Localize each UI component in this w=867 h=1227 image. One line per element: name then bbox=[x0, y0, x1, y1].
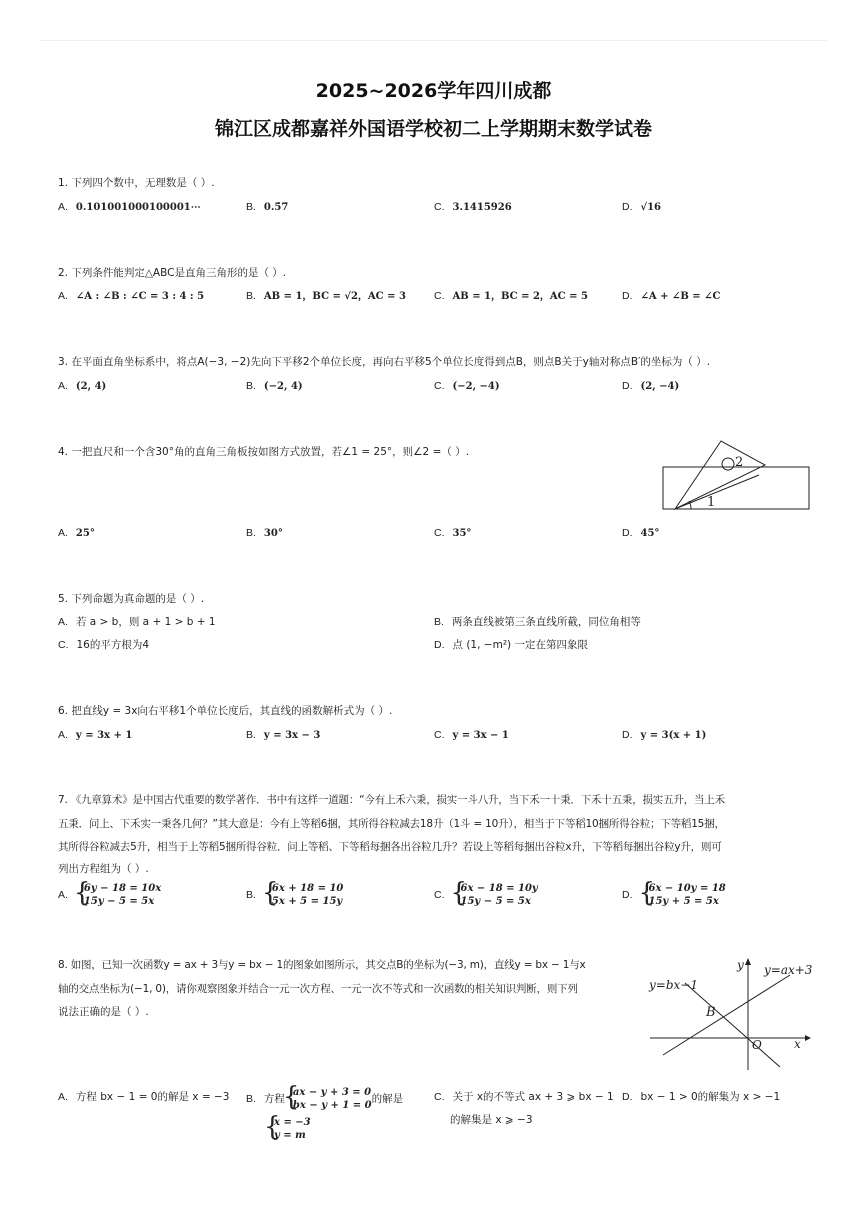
q4-option-c bbox=[434, 526, 471, 541]
question-8-line-2: 轴的交点坐标为(−1, 0)，请你观察图象并结合一元一次方程、一元一次不等式和一次函数的相关知识判断，则下列 bbox=[58, 983, 578, 995]
option-letter: B. bbox=[246, 380, 256, 392]
x-axis-label: x bbox=[794, 1037, 801, 1051]
title-line-2: 锦江区成都嘉祥外国语学校初二上学期期末数学试卷 bbox=[214, 118, 652, 140]
option-letter: D. bbox=[622, 290, 633, 302]
option-letter: D. bbox=[622, 729, 633, 741]
equation-line: { x = −3 bbox=[274, 1117, 311, 1128]
equation-line: bx − y + 1 = 0 bbox=[292, 1100, 372, 1111]
angle-2-label: 2 bbox=[735, 455, 744, 470]
option-value: y = 3x + 1 bbox=[75, 730, 133, 741]
q3-option-a bbox=[58, 379, 106, 394]
y-axis-arrow-icon bbox=[745, 958, 751, 965]
equation-line: 15y + 5 = 5x bbox=[648, 896, 719, 907]
q8-option-b bbox=[246, 1086, 403, 1112]
equation-line: { 6x − 10y = 18 bbox=[648, 883, 726, 894]
top-divider bbox=[40, 40, 827, 41]
q5-option-a bbox=[58, 615, 216, 629]
equation-line: { 6y − 18 = 10x bbox=[83, 883, 162, 894]
y-axis-label: y bbox=[737, 958, 744, 972]
option-letter: D. bbox=[622, 889, 633, 901]
option-value: √16 bbox=[640, 202, 661, 213]
q2-option-c bbox=[434, 289, 588, 304]
option-letter: D. bbox=[622, 527, 633, 539]
option-value: 35° bbox=[452, 528, 472, 539]
q1-option-c bbox=[434, 200, 512, 215]
question-5: 5. 下列命题为真命题的是（ ）. bbox=[58, 593, 205, 605]
option-value: (−2, 4) bbox=[263, 381, 303, 392]
linear-functions-graph bbox=[645, 955, 815, 1075]
title-line-1: 2025~2026学年四川成都 bbox=[315, 80, 552, 102]
q6-option-d bbox=[622, 728, 706, 743]
option-letter: C. bbox=[434, 1091, 445, 1103]
line-label-ax-plus-3: y=ax+3 bbox=[764, 963, 813, 977]
question-7-line-3: 其所得谷粒减去5升，相当于上等稻5捆所得谷粒．问上等稻、下等稻每捆各出谷粒几升？若设上等稻每捆出谷粒x升，下等稻每捆出谷粒y升，则可 bbox=[58, 841, 722, 853]
option-letter: C. bbox=[434, 889, 445, 901]
q1-option-d bbox=[622, 200, 661, 215]
question-8-line-1: 8. 如图，已知一次函数y = ax + 3与y = bx − 1的图象如图所示，其交点B的坐标为(−3, m)，直线y = bx − 1与x bbox=[58, 959, 586, 971]
option-letter: D. bbox=[622, 380, 633, 392]
equation-line: 5x + 5 = 15y bbox=[271, 896, 343, 907]
angle-2-arc bbox=[722, 458, 734, 470]
question-4: 4. 一把直尺和一个含30°角的直角三角板按如图方式放置，若∠1 = 25°，则∠2 =（ ）. bbox=[58, 446, 470, 458]
option-value: (2, −4) bbox=[640, 381, 680, 392]
option-value: y = 3(x + 1) bbox=[640, 730, 707, 741]
origin-label: O bbox=[752, 1038, 762, 1052]
question-3: 3. 在平面直角坐标系中，将点A(−3, −2)先向下平移2个单位长度，再向右平移5个单位长度得到点B，则点B关于y轴对称点B′的坐标为（ ）. bbox=[58, 356, 711, 368]
option-letter: A. bbox=[58, 616, 68, 628]
option-value: 45° bbox=[640, 528, 660, 539]
option-text: 的解是 bbox=[371, 1093, 404, 1105]
equation-line: y = m bbox=[274, 1130, 306, 1141]
equation-system bbox=[264, 882, 343, 908]
equation-system bbox=[453, 882, 538, 908]
option-value: 若 a > b，则 a + 1 > b + 1 bbox=[75, 616, 216, 628]
option-value: (−2, −4) bbox=[452, 381, 500, 392]
q6-option-a bbox=[58, 728, 132, 743]
question-7-line-4: 列出方程组为（ ）. bbox=[58, 863, 149, 875]
q7-option-a bbox=[58, 882, 161, 908]
q1-option-a bbox=[58, 200, 201, 215]
option-letter: C. bbox=[58, 639, 69, 651]
q2-option-b bbox=[246, 289, 406, 304]
equation-line: { ax − y + 3 = 0 bbox=[292, 1087, 372, 1098]
equation-line: 15y − 5 = 5x bbox=[460, 896, 531, 907]
equation-system bbox=[76, 882, 161, 908]
q3-option-b bbox=[246, 379, 303, 394]
option-value: y = 3x − 3 bbox=[263, 730, 321, 741]
option-value: 25° bbox=[75, 528, 95, 539]
option-value: 关于 x的不等式 ax + 3 ⩾ bx − 1 bbox=[452, 1091, 614, 1103]
option-letter: C. bbox=[434, 527, 445, 539]
option-letter: D. bbox=[622, 201, 633, 213]
option-letter: C. bbox=[434, 729, 445, 741]
question-1: 1. 下列四个数中，无理数是（ ）. bbox=[58, 177, 215, 189]
equation-line: 15y − 5 = 5x bbox=[83, 896, 155, 907]
option-letter: B. bbox=[246, 527, 256, 539]
option-letter: B. bbox=[246, 729, 256, 741]
option-text: 方程 bbox=[263, 1093, 285, 1105]
option-letter: A. bbox=[58, 527, 68, 539]
equation-system bbox=[266, 1116, 311, 1142]
equation-line: { 6x − 18 = 10y bbox=[460, 883, 538, 894]
option-letter: A. bbox=[58, 380, 68, 392]
option-letter: B. bbox=[246, 290, 256, 302]
q8-option-c bbox=[434, 1090, 614, 1104]
option-value: bx − 1 > 0的解集为 x > −1 bbox=[640, 1091, 781, 1103]
equation-system bbox=[285, 1086, 372, 1112]
equation-system bbox=[641, 882, 726, 908]
option-value: ∠A + ∠B = ∠C bbox=[640, 291, 721, 302]
q4-option-d bbox=[622, 526, 659, 541]
option-value: AB = 1，BC = 2，AC = 5 bbox=[452, 291, 588, 302]
q2-option-d bbox=[622, 289, 721, 304]
option-letter: C. bbox=[434, 290, 445, 302]
option-letter: A. bbox=[58, 729, 68, 741]
question-7-line-1: 7. 《九章算术》是中国古代重要的数学著作．书中有这样一道题：“今有上禾六秉，损实一斗八升，当下禾一十秉．下禾十五秉，损实五升，当上禾 bbox=[58, 794, 725, 806]
q8-option-a bbox=[58, 1090, 229, 1104]
angle-1-label: 1 bbox=[707, 495, 716, 510]
equation-line: { 6x + 18 = 10 bbox=[271, 883, 344, 894]
option-value: 0.5̇7̇ bbox=[263, 202, 289, 213]
q3-option-d bbox=[622, 379, 679, 394]
option-letter: A. bbox=[58, 889, 68, 901]
q6-option-b bbox=[246, 728, 320, 743]
option-letter: B. bbox=[434, 616, 444, 628]
option-letter: B. bbox=[246, 201, 256, 213]
q6-option-c bbox=[434, 728, 509, 743]
option-value: 两条直线被第三条直线所截，同位角相等 bbox=[451, 616, 641, 628]
option-letter: A. bbox=[58, 290, 68, 302]
q8-option-c-line-2: 的解集是 x ⩾ −3 bbox=[450, 1114, 533, 1126]
q8-option-d bbox=[622, 1090, 780, 1104]
option-value: y = 3x − 1 bbox=[452, 730, 509, 741]
q2-option-a bbox=[58, 289, 204, 304]
q5-option-c bbox=[58, 638, 149, 652]
q7-option-d bbox=[622, 882, 726, 908]
q7-option-c bbox=[434, 882, 538, 908]
q4-option-b bbox=[246, 526, 283, 541]
option-value: 点 (1, −m²) 一定在第四象限 bbox=[452, 639, 588, 651]
ruler-shape bbox=[663, 467, 809, 509]
option-value: ∠A : ∠B : ∠C = 3 : 4 : 5 bbox=[75, 291, 205, 302]
option-value: 0.101001000100001⋯ bbox=[75, 202, 201, 213]
option-letter: C. bbox=[434, 380, 445, 392]
triangle-shape bbox=[675, 441, 765, 509]
q5-option-b bbox=[434, 615, 641, 629]
triangle-inner-line bbox=[675, 475, 759, 509]
question-8-line-3: 说法正确的是（ ）. bbox=[58, 1006, 149, 1018]
question-2: 2. 下列条件能判定△ABC是直角三角形的是（ ）. bbox=[58, 267, 287, 279]
option-value: (2, 4) bbox=[75, 381, 107, 392]
q5-option-d bbox=[434, 638, 588, 652]
line-bx-minus-1 bbox=[685, 983, 780, 1067]
q3-option-c bbox=[434, 379, 500, 394]
q4-option-a bbox=[58, 526, 95, 541]
q8-option-b-solution bbox=[266, 1116, 311, 1142]
line-label-bx-minus-1: y=bx−1 bbox=[649, 978, 698, 992]
option-value: AB = 1，BC = √2，AC = 3 bbox=[263, 291, 406, 302]
option-value: 30° bbox=[263, 528, 283, 539]
option-letter: C. bbox=[434, 201, 445, 213]
x-axis-arrow-icon bbox=[805, 1035, 811, 1041]
option-letter: B. bbox=[246, 1093, 256, 1105]
q1-option-b bbox=[246, 200, 288, 215]
question-7-line-2: 五秉．问上、下禾实一秉各几何？”其大意是：今有上等稻6捆，其所得谷粒减去18升（1斗 = 10升），相当于下等稻10捆所得谷粒；下等稻15捆， bbox=[58, 818, 725, 830]
option-letter: A. bbox=[58, 1091, 68, 1103]
q7-option-b bbox=[246, 882, 343, 908]
question-6: 6. 把直线y = 3x向右平移1个单位长度后，其直线的函数解析式为（ ）. bbox=[58, 705, 393, 717]
option-letter: B. bbox=[246, 889, 256, 901]
point-b-label: B bbox=[706, 1005, 716, 1020]
option-letter: D. bbox=[622, 1091, 633, 1103]
option-value: 16的平方根为4 bbox=[76, 639, 150, 651]
option-value: 3.1415926 bbox=[452, 202, 512, 213]
option-letter: A. bbox=[58, 201, 68, 213]
ruler-triangle-figure bbox=[655, 435, 815, 517]
option-value: 方程 bx − 1 = 0的解是 x = −3 bbox=[75, 1091, 230, 1103]
option-letter: D. bbox=[434, 639, 445, 651]
